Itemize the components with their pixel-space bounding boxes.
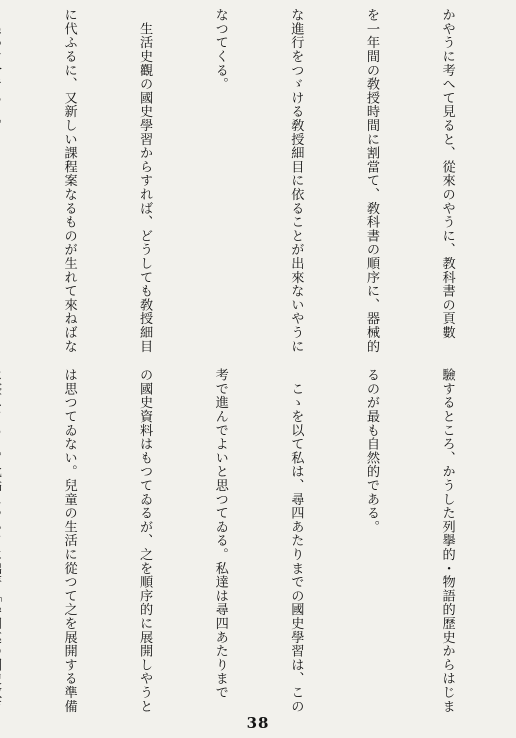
page-number: 38 <box>246 714 270 732</box>
text-column: るのが最も自然的である。 <box>363 368 379 534</box>
text-column <box>0 8 6 354</box>
text-column: は思つてゐない。兒童の生活に從つて之を展開する準備 <box>61 368 77 713</box>
text-column: に代ふるに、又新しい課程案なるものが生れて來ねばな <box>61 8 77 353</box>
text-column: 考で進んでよいと思つてゐる。私達は尋四あたりまで <box>212 368 228 700</box>
text-column: こゝを以て私は、尋四あたりまでの國史學習は、この <box>288 368 304 713</box>
upper-text-block <box>10 8 510 354</box>
text-column: なつてくる。 <box>212 8 228 91</box>
text-column: の國史資料はもつてゐるが、之を順序的に展開しやうと <box>137 368 153 713</box>
lower-text-block <box>10 368 510 713</box>
text-column: な進行をつゞける敎授細目に依ることが出來ないやうに <box>288 8 304 353</box>
text-column: かやうに考へて見ると、從來のやうに、教科書の頁數 <box>439 8 455 340</box>
text-column <box>0 368 6 708</box>
text-column: 驗するところ、かうした列擧的・物語的歷史からはじま <box>439 368 455 713</box>
text-column: を一年間の敎授時間に割當て、敎科書の順序に、器械的 <box>363 8 379 353</box>
text-column: 生活史觀の國史學習からすれば、どうしても敎授細目 <box>137 8 153 353</box>
